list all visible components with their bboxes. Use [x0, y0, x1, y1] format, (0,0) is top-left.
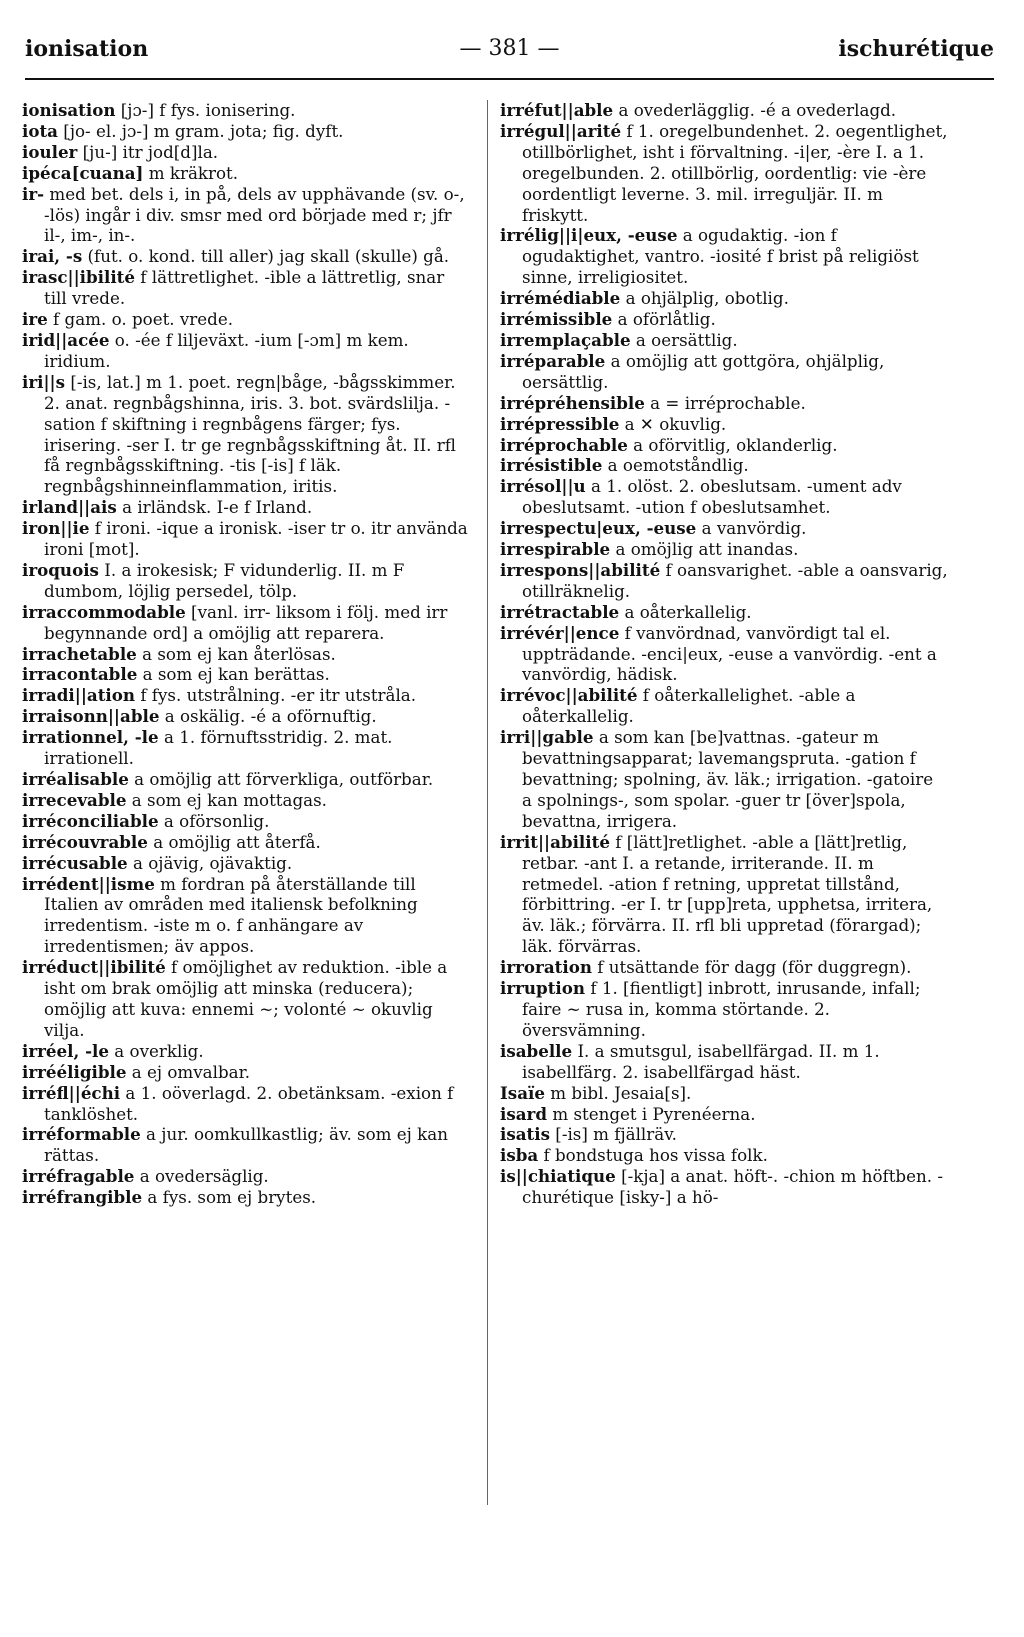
right-column	[500, 100, 948, 1208]
entry-definition: m fordran på återställande till Italien av områden med italiensk befolkning irredentism. -iste m o. f anhängare av irredentismen; äv appos.	[44, 873, 418, 957]
dictionary-entry	[500, 476, 948, 518]
entry-headword: irrésistible	[500, 455, 603, 476]
dictionary-entry	[22, 330, 470, 372]
dictionary-entry	[22, 706, 470, 727]
entry-definition: a omöjlig att återfå.	[147, 831, 321, 852]
entry-headword: irrélig||i|eux, -euse	[500, 225, 678, 246]
dictionary-entry	[500, 602, 948, 623]
entry-definition: f oansvarighet. -able a oansvarig, otillräknelig.	[522, 559, 948, 601]
dictionary-entry	[500, 518, 948, 539]
entry-headword: irrétractable	[500, 601, 620, 622]
entry-headword: irrit||abilité	[500, 831, 610, 852]
entry-headword: ipéca[cuana]	[22, 162, 144, 183]
entry-definition: [-kja] a anat. höft-. -chion m höftben. -churétique [isky-] a hö-	[522, 1166, 943, 1208]
entry-headword: isatis	[500, 1124, 550, 1145]
entry-headword: iouler	[22, 141, 78, 162]
entry-headword: irrépressible	[500, 413, 620, 434]
dictionary-entry	[22, 184, 470, 247]
entry-definition: a ovederlägglig. -é a ovederlagd.	[613, 100, 897, 120]
entry-headword: iroquois	[22, 559, 99, 580]
entry-definition: a ej omvalbar.	[126, 1061, 251, 1082]
dictionary-entry	[22, 1041, 470, 1062]
entry-definition: [vanl. irr- liksom i följ. med irr begynnande ord] a omöjlig att reparera.	[44, 601, 448, 643]
entry-definition: a ✕ okuvlig.	[619, 413, 727, 434]
entry-definition: a som ej kan mottagas.	[126, 789, 327, 810]
dictionary-entry	[22, 769, 470, 790]
entry-definition: m kräkrot.	[143, 162, 239, 183]
entry-definition: a oskälig. -é a oförnuftig.	[159, 706, 377, 727]
entry-headword: ionisation	[22, 100, 116, 120]
dictionary-entry	[22, 685, 470, 706]
entry-definition: [jɔ-] f fys. ionisering.	[115, 100, 296, 120]
dictionary-entry	[500, 957, 948, 978]
entry-definition: a overklig.	[109, 1040, 204, 1061]
dictionary-entry	[500, 1166, 948, 1208]
entry-headword: irrémissible	[500, 309, 613, 330]
entry-definition: a = irréprochable.	[644, 392, 806, 413]
dictionary-entry	[500, 309, 948, 330]
entry-definition: [ju-] itr jod[d]la.	[77, 141, 219, 162]
entry-headword: irrépréhensible	[500, 392, 645, 413]
dictionary-entry	[500, 560, 948, 602]
entry-definition: a ohjälplig, obotlig.	[620, 288, 789, 309]
entry-definition: f [lätt]retlighet. -able a [lätt]retlig, retbar. -ant I. a retande, irriterande. II. m retmedel. -ation f retning, uppretat tillstånd, förbittring. -er I. tr [upp]reta, upphetsa, irritera, äv. läk.; förvärra. II. rfl bli uppretad (förargad); läk. förvärras.	[522, 831, 933, 957]
entry-definition: med bet. dels i, in på, dels av upphävande (sv. o-, -lös) ingår i div. smsr med ord började med r; jfr il-, im-, in-.	[44, 183, 465, 246]
dictionary-entry	[22, 832, 470, 853]
entry-definition: m stenget i Pyrenéerna.	[547, 1103, 756, 1124]
dictionary-entry	[500, 832, 948, 957]
entry-headword: irréfl||échi	[22, 1082, 121, 1103]
entry-headword: irréparable	[500, 350, 606, 371]
entry-headword: irai, -s	[22, 246, 83, 267]
page-header	[25, 36, 994, 70]
entry-headword: irrespectu|eux, -euse	[500, 518, 697, 539]
dictionary-entry	[22, 267, 470, 309]
dictionary-entry	[22, 246, 470, 267]
dictionary-entry	[500, 288, 948, 309]
left-guide-word: ionisation	[25, 36, 149, 62]
page-number: — 381 —	[459, 36, 560, 61]
entry-headword: irrésol||u	[500, 476, 586, 497]
entry-headword: irid||acée	[22, 329, 110, 350]
dictionary-entry	[22, 664, 470, 685]
entry-definition: a 1. olöst. 2. obeslutsam. -ument adv obeslutsamt. -ution f obeslutsamhet.	[522, 476, 902, 518]
entry-headword: isard	[500, 1103, 548, 1124]
entry-headword: irrespons||abilité	[500, 559, 661, 580]
entry-headword: irréfut||able	[500, 100, 614, 120]
entry-definition: a oåterkallelig.	[619, 601, 752, 622]
dictionary-entry	[500, 978, 948, 1041]
dictionary-entry	[22, 309, 470, 330]
entry-headword: ir-	[22, 183, 45, 204]
entry-headword: ire	[22, 309, 48, 330]
dictionary-entry	[22, 121, 470, 142]
dictionary-entry	[22, 853, 470, 874]
entry-definition: o. -ée f liljeväxt. -ium [-ɔm] m kem. iridium.	[44, 329, 409, 371]
entry-definition: I. a smutsgul, isabellfärgad. II. m 1. isabellfärg. 2. isabellfärgad häst.	[522, 1040, 880, 1082]
entry-definition: a omöjlig att förverkliga, outförbar.	[128, 769, 434, 789]
entry-headword: irradi||ation	[22, 685, 136, 706]
entry-definition: f omöjlighet av reduktion. -ible a isht om brak omöjlig att minska (reducera); omöjlig att kuva: ennemi ~; volonté ~ okuvlig vilja.	[44, 957, 448, 1040]
entry-headword: irréconciliable	[22, 810, 159, 831]
entry-definition: a som ej kan berättas.	[137, 664, 330, 685]
entry-headword: irrévoc||abilité	[500, 685, 638, 706]
entry-definition: f lättretlighet. -ible a lättretlig, snar till vrede.	[44, 267, 445, 309]
entry-definition: a fys. som ej brytes.	[142, 1187, 317, 1208]
dictionary-entry	[22, 100, 470, 121]
entry-headword: irroration	[500, 957, 592, 978]
entry-headword: irréprochable	[500, 434, 628, 455]
dictionary-entry	[500, 100, 948, 121]
header-rule	[25, 78, 994, 80]
entry-headword: irrationnel, -le	[22, 727, 159, 748]
dictionary-entry	[500, 455, 948, 476]
entry-headword: irréformable	[22, 1124, 141, 1145]
entry-definition: f bondstuga hos vissa folk.	[538, 1145, 768, 1166]
dictionary-entry	[22, 497, 470, 518]
entry-definition: a oförlåtlig.	[612, 309, 716, 330]
entry-definition: a som ej kan återlösas.	[136, 643, 336, 664]
dictionary-entry	[22, 560, 470, 602]
entry-headword: irrééligible	[22, 1061, 127, 1082]
entry-headword: iota	[22, 120, 58, 141]
entry-headword: irrécusable	[22, 852, 128, 873]
entry-headword: irrachetable	[22, 643, 137, 664]
dictionary-entry	[500, 685, 948, 727]
dictionary-entry	[22, 142, 470, 163]
entry-headword: irland||ais	[22, 497, 117, 518]
entry-headword: isabelle	[500, 1040, 573, 1061]
entry-definition: a jur. oomkullkastlig; äv. som ej kan rättas.	[44, 1124, 448, 1166]
entry-definition: a oförsonlig.	[158, 810, 270, 831]
entry-definition: a ovedersäglig.	[134, 1166, 269, 1187]
left-column	[22, 100, 470, 1208]
dictionary-entry	[22, 1166, 470, 1187]
entry-headword: irréfragable	[22, 1166, 135, 1187]
dictionary-entry	[500, 393, 948, 414]
entry-headword: irrécouvrable	[22, 831, 148, 852]
entry-headword: Isaïe	[500, 1082, 545, 1103]
dictionary-entry	[22, 811, 470, 832]
entry-definition: f vanvördnad, vanvördigt tal el. uppträdande. -enci|eux, -euse a vanvördig. -ent a vanvördig, hädisk.	[522, 622, 937, 685]
dictionary-entry	[500, 330, 948, 351]
entry-definition: a irländsk. I-e f Irland.	[116, 497, 313, 518]
entry-definition: a som kan [be]vattnas. -gateur m bevattningsapparat; lavemangspruta. -gation f bevattning; spolning, äv. läk.; irrigation. -gatoire a spolnings-, som spolar. -guer tr [över]spola, bevattna, irrigera.	[522, 727, 934, 831]
dictionary-entry	[22, 874, 470, 958]
dictionary-entry	[22, 957, 470, 1041]
entry-headword: irrégul||arité	[500, 120, 622, 141]
right-guide-word: ischurétique	[838, 36, 994, 62]
entry-definition: [-is, lat.] m 1. poet. regn|båge, -bågsskimmer. 2. anat. regnbågshinna, iris. 3. bot. svärdslilja. -sation f skiftning i regnbågens färger; fys. irisering. -ser I. tr ge regnbågsskiftning åt. II. rfl få regnbågsskiftning. -tis [-is] f läk. regnbågshinneinflammation, iritis.	[44, 371, 456, 497]
entry-headword: irraccommodable	[22, 601, 186, 622]
entry-headword: irrémédiable	[500, 288, 621, 309]
entry-definition: f fys. utstrålning. -er itr utstråla.	[135, 685, 417, 706]
entry-headword: irruption	[500, 978, 586, 999]
entry-definition: a 1. oöverlagd. 2. obetänksam. -exion f tanklöshet.	[44, 1082, 454, 1124]
entry-headword: iri||s	[22, 371, 66, 392]
entry-definition: a 1. förnuftsstridig. 2. mat. irrationell.	[44, 727, 393, 769]
dictionary-entry	[22, 1124, 470, 1166]
dictionary-entry	[500, 1041, 948, 1083]
entry-headword: irraisonn||able	[22, 706, 160, 727]
entry-definition: a vanvördig.	[696, 518, 807, 539]
dictionary-entry	[500, 435, 948, 456]
entry-headword: irracontable	[22, 664, 138, 685]
dictionary-entry	[500, 727, 948, 832]
entry-headword: irrévér||ence	[500, 622, 620, 643]
entry-definition: a oemotståndlig.	[602, 455, 749, 476]
entry-headword: irrédent||isme	[22, 873, 155, 894]
entry-headword: irremplaçable	[500, 329, 631, 350]
dictionary-entry	[22, 790, 470, 811]
dictionary-entry	[500, 539, 948, 560]
dictionary-entry	[500, 414, 948, 435]
entry-headword: irréduct||ibilité	[22, 957, 166, 978]
entry-definition: f gam. o. poet. vrede.	[47, 309, 234, 330]
dictionary-entry	[500, 351, 948, 393]
entry-headword: irréel, -le	[22, 1040, 109, 1061]
entry-headword: irréfrangible	[22, 1187, 143, 1208]
dictionary-entry	[500, 225, 948, 288]
entry-headword: irasc||ibilité	[22, 267, 135, 288]
dictionary-entry	[22, 644, 470, 665]
entry-definition: a omöjlig att inandas.	[610, 539, 799, 560]
dictionary-entry	[22, 727, 470, 769]
entry-definition: f 1. [fientligt] inbrott, inrusande, infall; faire ~ rusa in, komma störtande. 2. översvämning.	[522, 978, 921, 1040]
entry-definition: a oförvitlig, oklanderlig.	[627, 434, 838, 455]
entry-headword: irréalisable	[22, 769, 129, 789]
dictionary-entry	[22, 163, 470, 184]
dictionary-entry	[500, 1104, 948, 1125]
dictionary-entry	[22, 1062, 470, 1083]
entry-headword: iron||ie	[22, 518, 90, 539]
entry-definition: I. a irokesisk; F vidunderlig. II. m F dumbom, löjlig persedel, tölp.	[44, 559, 405, 601]
dictionary-entry	[500, 623, 948, 686]
entry-definition: f 1. oregelbundenhet. 2. oegentlighet, otillbörlighet, isht i förvaltning. -i|er, -ère I. a 1. oregelbunden. 2. otillbörlig, oordentlig: vie -ère oordentligt leverne. 3. mil. irreguljär. II. m friskytt.	[522, 120, 948, 225]
column-divider	[487, 100, 488, 1505]
entry-definition: [-is] m fjällräv.	[550, 1124, 677, 1145]
entry-definition: m bibl. Jesaia[s].	[544, 1082, 692, 1103]
entry-headword: irrecevable	[22, 789, 127, 810]
entry-definition: f utsättande för dagg (för duggregn).	[591, 957, 912, 978]
dictionary-entry	[22, 1187, 470, 1208]
dictionary-entry	[22, 518, 470, 560]
dictionary-entry	[500, 1083, 948, 1104]
entry-definition: a ogudaktig. -ion f ogudaktighet, vantro. -iosité f brist på religiöst sinne, irreligiositet.	[522, 225, 919, 288]
dictionary-entry	[500, 1145, 948, 1166]
entry-definition: a oersättlig.	[630, 329, 738, 350]
entry-definition: [jo- el. jɔ-] m gram. jota; fig. dyft.	[58, 120, 344, 141]
dictionary-entry	[500, 121, 948, 226]
dictionary-entry	[500, 1124, 948, 1145]
entry-headword: irrespirable	[500, 539, 611, 560]
entry-definition: f ironi. -ique a ironisk. -iser tr o. itr använda ironi [mot].	[44, 518, 468, 560]
entry-definition: f oåterkallelighet. -able a oåterkallelig.	[522, 685, 856, 727]
entry-headword: isba	[500, 1145, 539, 1166]
dictionary-entry	[22, 372, 470, 497]
entry-headword: irri||gable	[500, 727, 594, 748]
entry-headword: is||chiatique	[500, 1166, 616, 1187]
dictionary-entry	[22, 602, 470, 644]
entry-definition: (fut. o. kond. till aller) jag skall (skulle) gå.	[82, 246, 450, 267]
entry-definition: a omöjlig att gottgöra, ohjälplig, oersättlig.	[522, 350, 885, 392]
dictionary-entry	[22, 1083, 470, 1125]
entry-definition: a ojävig, ojävaktig.	[127, 852, 293, 873]
